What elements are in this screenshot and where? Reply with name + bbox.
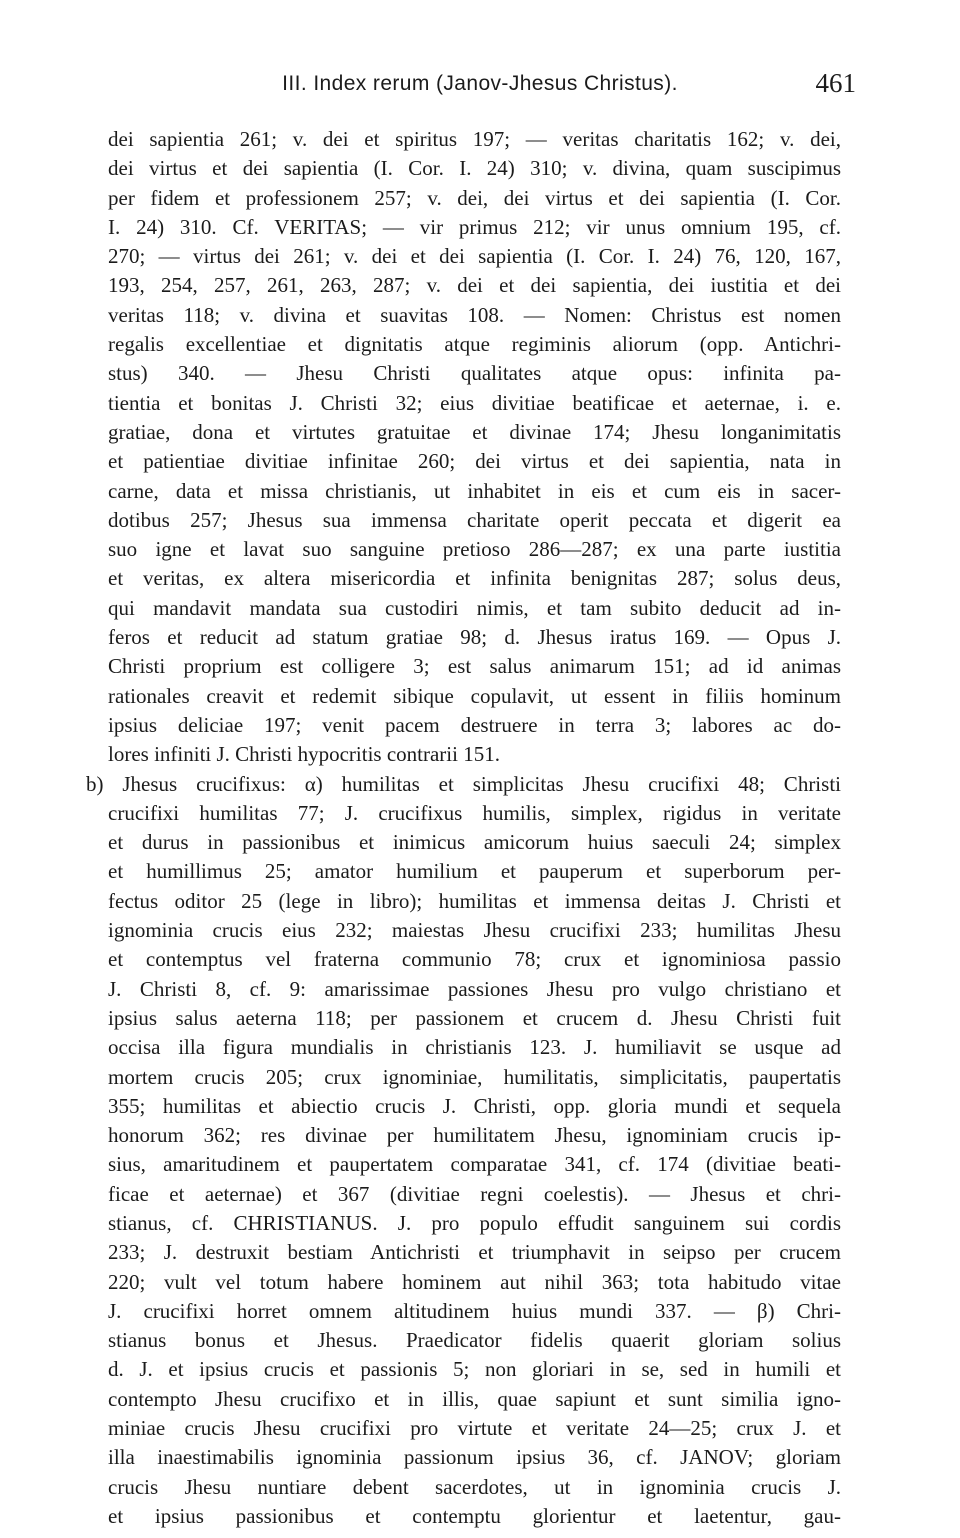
page-number: 461 — [815, 68, 856, 98]
text-line: gratiae, dona et virtutes gratuitae et divinae 174; Jhesu longanimitatis — [108, 419, 841, 444]
text-line: et veritas, ex altera misericordia et infinita benignitas 287; solus deus, — [108, 566, 841, 591]
text-line: crucis Jhesu nuntiare debent sacerdotes, ut in ignominia crucis J. — [108, 1474, 841, 1499]
index-text — [86, 125, 841, 1531]
text-line: Christi proprium est colligere 3; est salus animarum 151; ad id animas — [108, 654, 841, 679]
text-line: contempto Jhesu crucifixo et in illis, quae sapiunt et sunt similia igno- — [108, 1386, 841, 1411]
text-line: per fidem et professionem 257; v. dei, dei virtus et dei sapientia (I. Cor. — [108, 185, 841, 210]
text-line: 233; J. destruxit bestiam Antichristi et triumphavit in seipso per crucem — [108, 1240, 841, 1265]
text-line: stianus, cf. CHRISTIANUS. J. pro populo effudit sanguinem sui cordis — [108, 1210, 841, 1235]
text-line: ipsius deliciae 197; venit pacem destruere in terra 3; labores ac do- — [108, 712, 841, 737]
text-line: fectus oditor 25 (lege in libro); humilitas et immensa deitas J. Christi et — [108, 888, 841, 913]
text-line: tientia et bonitas J. Christi 32; eius divitiae beatificae et aeternae, i. e. — [108, 390, 841, 415]
section-b-heading-line: b) Jhesus crucifixus: α) humilitas et simplicitas Jhesu crucifixi 48; Christi — [86, 771, 841, 796]
text-line: 270; — virtus dei 261; v. dei et dei sapientia (I. Cor. I. 24) 76, 120, 167, — [108, 244, 841, 269]
text-line: I. 24) 310. Cf. VERITAS; — vir primus 212; vir unus omnium 195, cf. — [108, 214, 841, 239]
text-line: ficae et aeternae) et 367 (divitiae regni coelestis). — Jhesus et chri- — [108, 1181, 841, 1206]
text-line: et ipsius passionibus et contemptu glorientur et laetentur, gau- — [108, 1503, 841, 1528]
text-line: occisa illa figura mundialis in christianis 123. J. humiliavit se usque ad — [108, 1035, 841, 1060]
text-line: regalis excellentiae et dignitatis atque regiminis aliorum (opp. Antichri- — [108, 332, 841, 357]
text-line: et durus in passionibus et inimicus amicorum huius saeculi 24; simplex — [108, 830, 841, 855]
text-line: stus) 340. — Jhesu Christi qualitates atque opus: infinita pa- — [108, 361, 841, 386]
text-line: qui mandavit mandata sua custodiri nimis, et tam subito deducit ad in- — [108, 595, 841, 620]
text-line: et contemptus vel fraterna communio 78; crux et ignominiosa passio — [108, 947, 841, 972]
text-line: illa inaestimabilis ignominia passionum ipsius 36, cf. JANOV; gloriam — [108, 1445, 841, 1470]
text-line: ipsius salus aeterna 118; per passionem et crucem d. Jhesu Christi fuit — [108, 1005, 841, 1030]
text-line: lores infiniti J. Christi hypocritis contrarii 151. — [108, 742, 500, 767]
text-line: mortem crucis 205; crux ignominiae, humilitatis, simplicitatis, paupertatis — [108, 1064, 841, 1089]
text-line: stianus bonus et Jhesus. Praedicator fidelis quaerit gloriam solius — [108, 1328, 841, 1353]
text-line: d. J. et ipsius crucis et passionis 5; non gloriari in se, sed in humili et — [108, 1357, 841, 1382]
text-line: dei virtus et dei sapientia (I. Cor. I. 24) 310; v. divina, quam suscipimus — [108, 156, 841, 181]
text-line: suo igne et lavat suo sanguine pretioso 286—287; ex una parte iustitia — [108, 537, 841, 562]
text-line: crucifixi humilitas 77; J. crucifixus humilis, simplex, rigidus in veritate — [108, 800, 841, 825]
text-line: et patientiae divitiae infinitae 260; dei virtus et dei sapientia, nata in — [108, 449, 841, 474]
text-line: 220; vult vel totum habere hominem aut nihil 363; tota habitudo vitae — [108, 1269, 841, 1294]
text-line: carne, data et missa christianis, ut inhabitet in eis et cum eis in sacer- — [108, 478, 841, 503]
text-line: ignominia crucis eius 232; maiestas Jhesu crucifixi 233; humilitas Jhesu — [108, 918, 841, 943]
running-head: III. Index rerum (Janov-Jhesus Christus). — [282, 72, 678, 95]
text-line: J. Christi 8, cf. 9: amarissimae passiones Jhesu pro vulgo christiano et — [108, 976, 841, 1001]
text-line: 355; humilitas et abiectio crucis J. Christi, opp. gloria mundi et sequela — [108, 1093, 841, 1118]
text-line: sius, amaritudinem et paupertatem comparatae 341, cf. 174 (divitiae beati- — [108, 1152, 841, 1177]
text-line: rationales creavit et redemit sibique copulavit, ut essent in filiis hominum — [108, 683, 841, 708]
text-line: dei sapientia 261; v. dei et spiritus 197; — veritas charitatis 162; v. dei, — [108, 127, 841, 151]
text-line: honorum 362; res divinae per humilitatem Jhesu, ignominiam crucis ip- — [108, 1123, 841, 1148]
text-line: feros et reducit ad statum gratiae 98; d. Jhesus iratus 169. — Opus J. — [108, 625, 841, 650]
text-line: veritas 118; v. divina et suavitas 108. — Nomen: Christus est nomen — [108, 302, 841, 327]
text-line: 193, 254, 257, 261, 263, 287; v. dei et dei sapientia, dei iustitia et dei — [108, 273, 841, 298]
text-line: dotibus 257; Jhesus sua immensa charitate operit peccata et digerit ea — [108, 507, 841, 532]
text-line: et humillimus 25; amator humilium et pauperum et superborum per- — [108, 859, 841, 884]
page-header — [108, 66, 856, 110]
text-line: J. crucifixi horret omnem altitudinem huius mundi 337. — β) Chri- — [108, 1298, 841, 1323]
text-line: miniae crucis Jhesu crucifixi pro virtute et veritate 24—25; crux J. et — [108, 1416, 841, 1441]
